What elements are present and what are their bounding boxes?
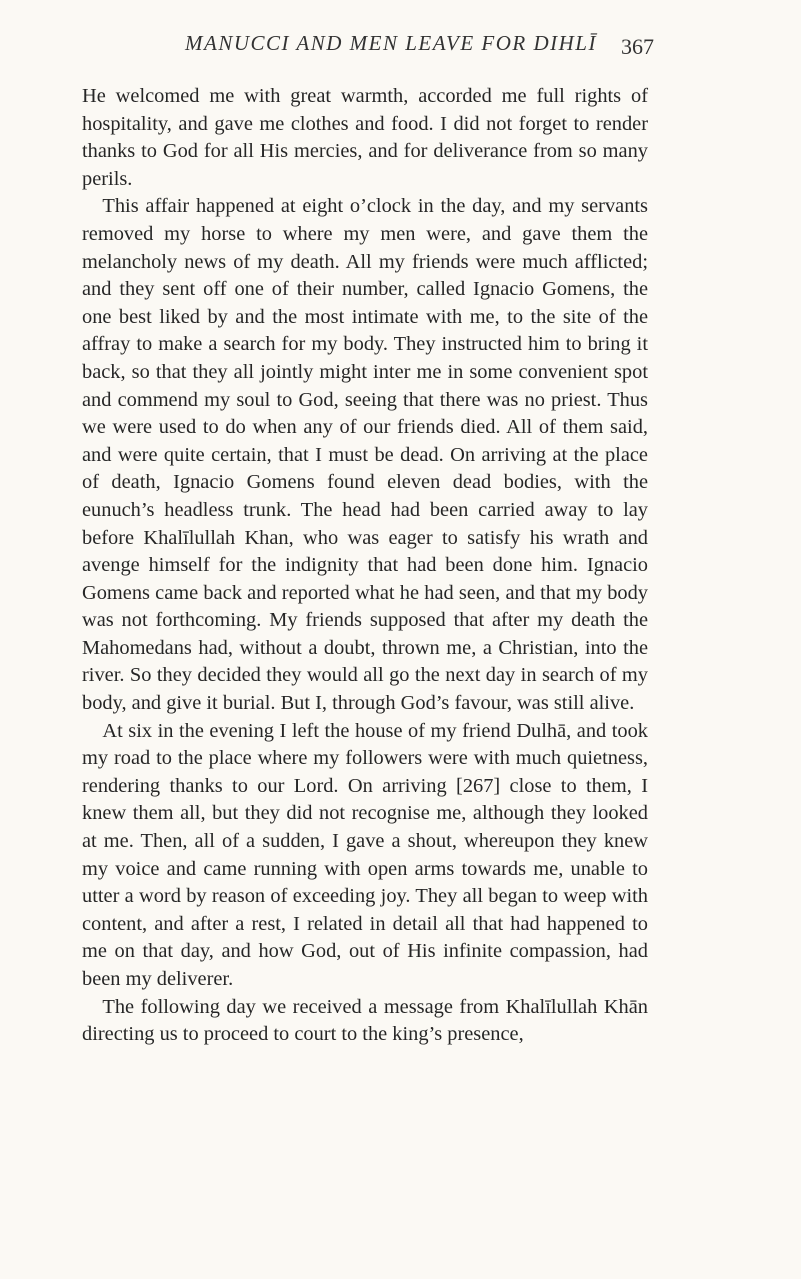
paragraph: The following day we received a message from Khalīlullah Khān directing us to proceed to court to the king’s presence, <box>82 995 648 1046</box>
paragraph: At six in the evening I left the house of my friend Dulhā, and took my road to the place where my followers were with much quietness, rendering thanks to our Lord. On arriving [267] close to them, I knew them all, but they did not recognise me, although they looked at me. Then, all of a sudden, I gave a shout, whereupon they knew my voice and came running with open arms towards me, unable to utter a word by reason of exceeding joy. They all began to weep with content, and after a rest, I related in detail all that had happened to me on that day, and how God, out of His infinite compassion, had been my deliverer. <box>82 719 648 990</box>
paragraph: This affair happened at eight o’clock in the day, and my servants removed my horse to where my men were, and gave them the melancholy news of my death. All my friends were much afflicted; and they sent off one of their number, called Ignacio Gomens, the one best liked by and the most intimate with me, to the site of the affray to make a search for my body. They instructed him to bring it back, so that they all jointly might inter me in some convenient spot and commend my soul to God, seeing that there was no priest. Thus we were used to do when any of our friends died. All of them said, and were quite certain, that I must be dead. On arriving at the place of death, Ignacio Gomens found eleven dead bodies, with the eunuch’s headless trunk. The head had been carried away to lay before Khalīlullah Khan, who was eager to satisfy his wrath and avenge himself for the indignity that had been done him. Ignacio Gomens came back and reported what he had seen, and that my body was not forthcoming. My friends supposed that after my death the Mahomedans had, without a doubt, thrown me, a Christian, into the river. So they decided they would all go the next day in search of my body, and give it burial. But I, through God’s favour, was still alive. <box>82 195 648 715</box>
body-text <box>82 83 648 1049</box>
page-number: 367 <box>621 34 654 59</box>
running-title: MANUCCI AND MEN LEAVE FOR DIHLĪ <box>185 31 597 55</box>
paragraph: He welcomed me with great warmth, accorded me full rights of hospitality, and gave me clothes and food. I did not forget to render thanks to God for all His mercies, and for deliverance from so many perils. <box>82 85 648 190</box>
